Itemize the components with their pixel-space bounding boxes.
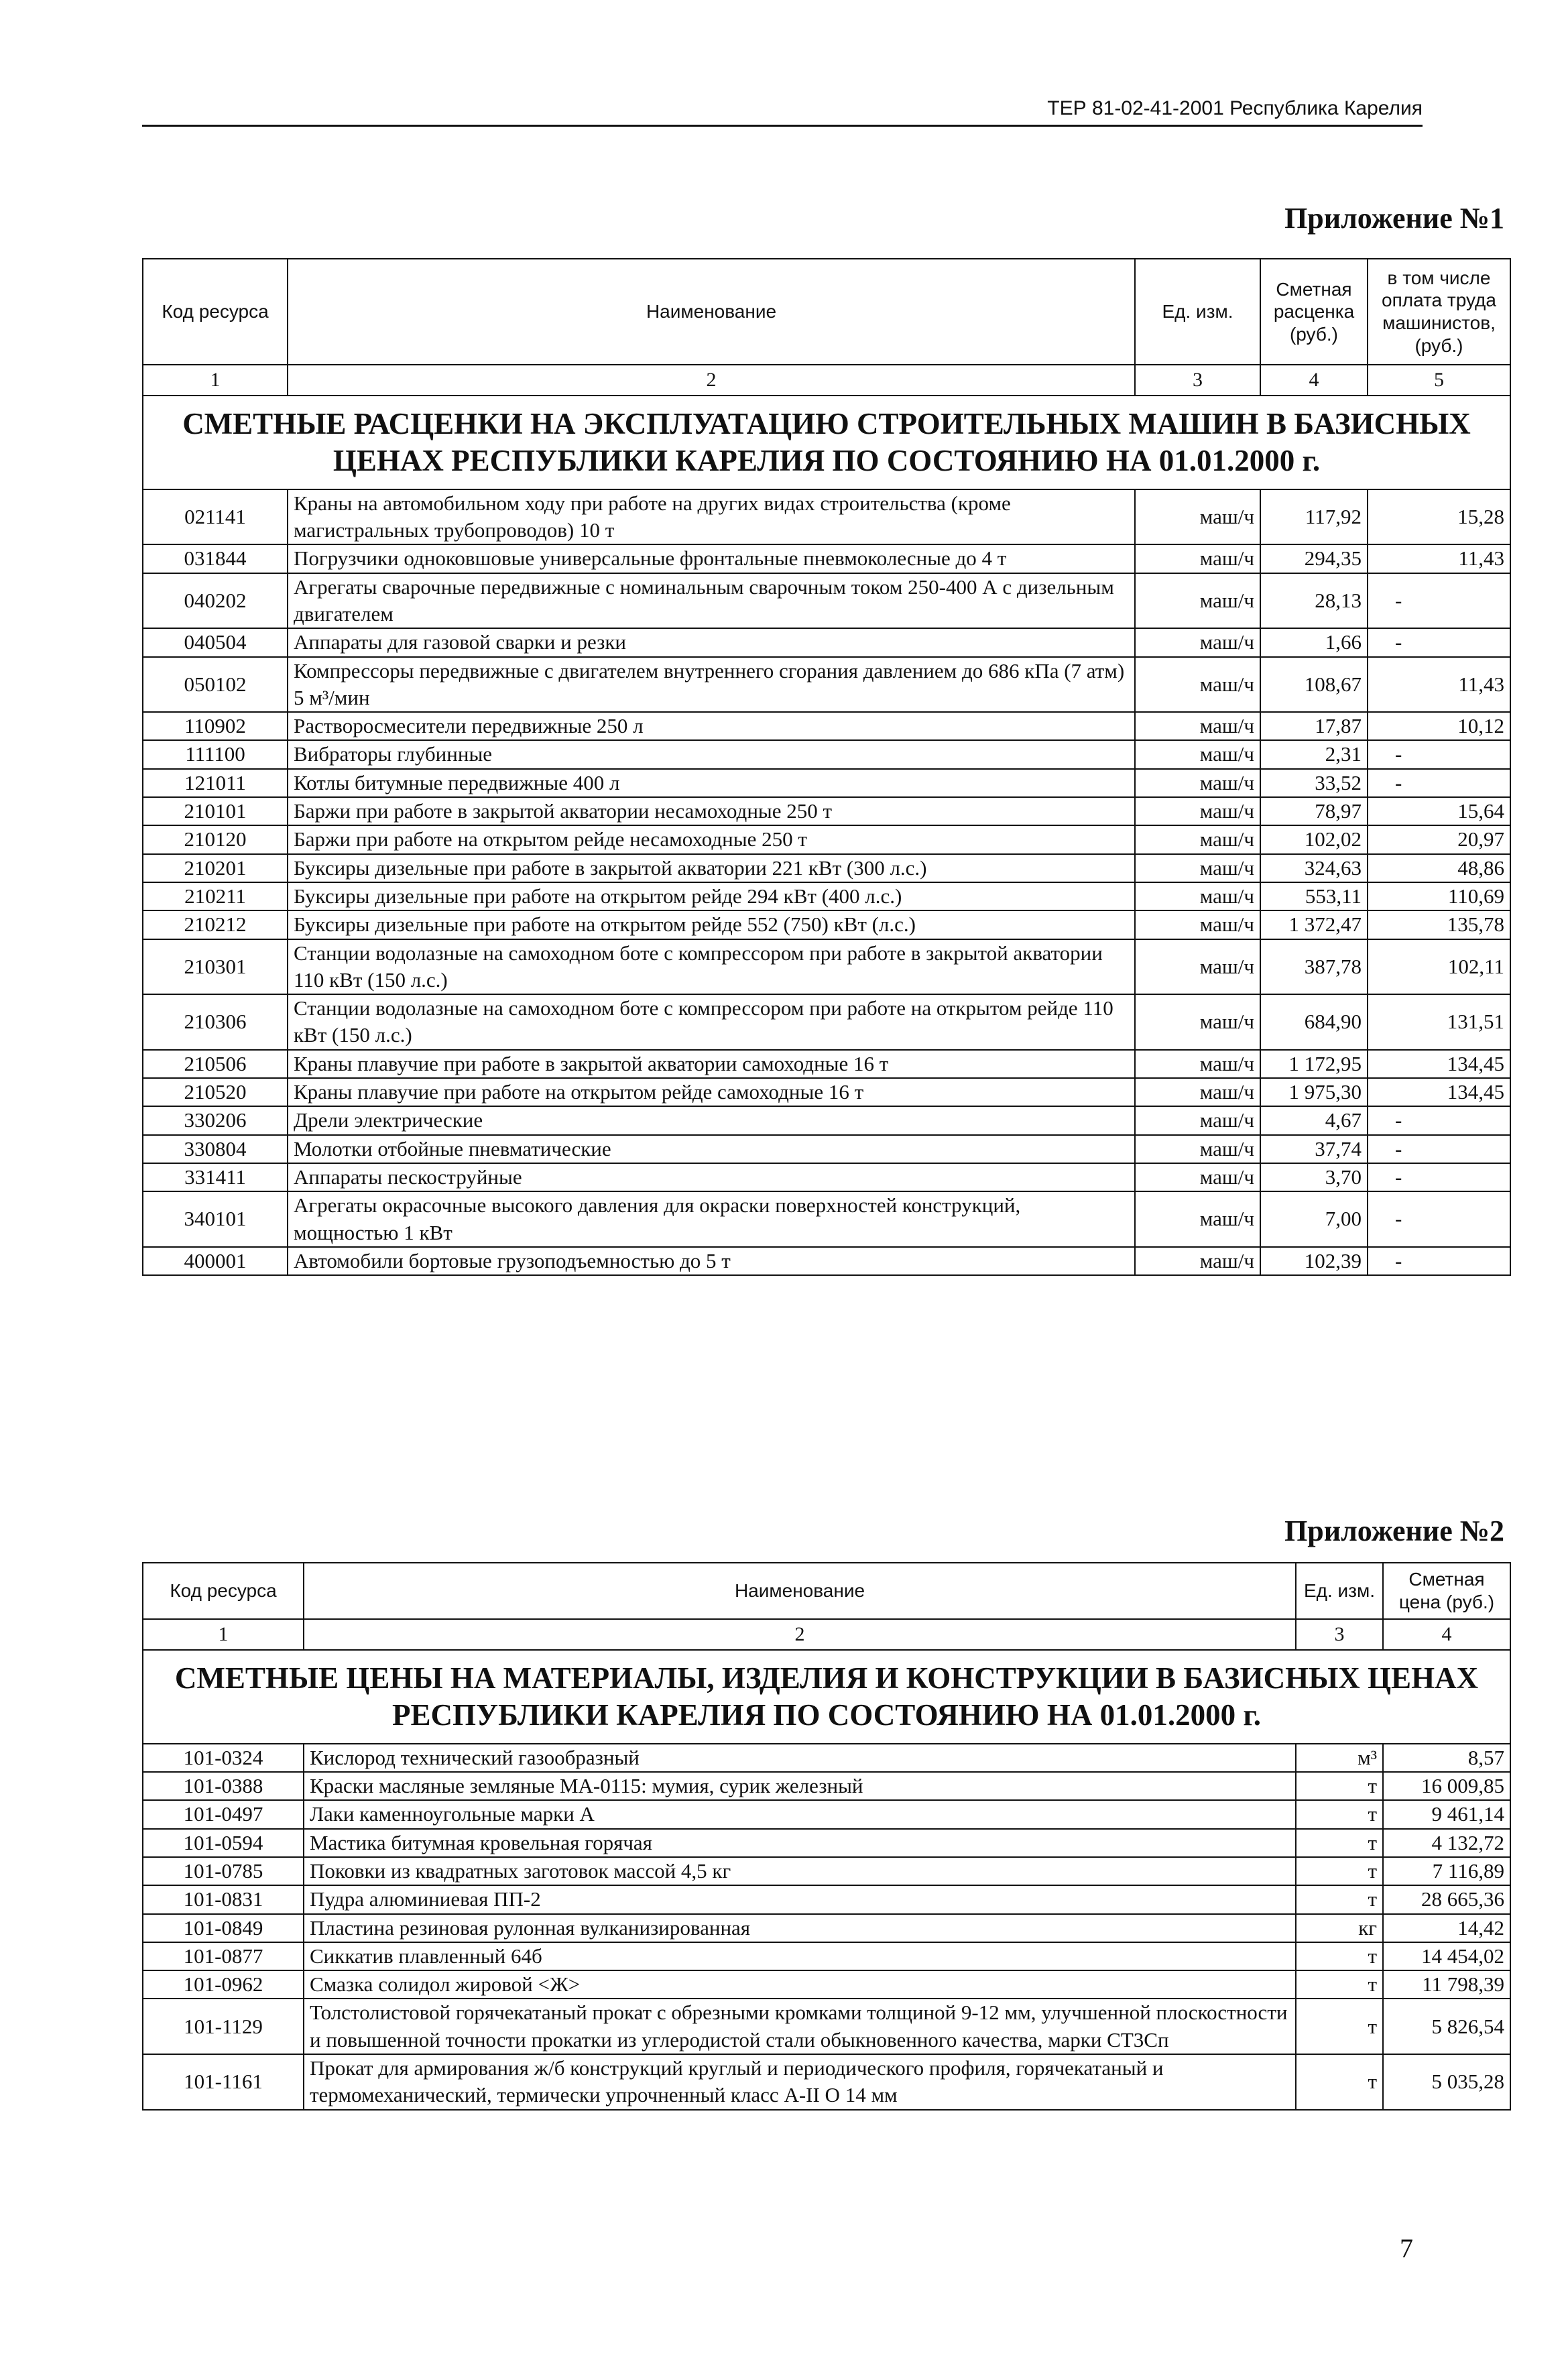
resource-code-cell: 210301 [143, 939, 288, 995]
resource-name-cell: Прокат для армирования ж/б конструкций круглый и периодического профиля, горячекатаный и термомеханический, термически упрочненный класс А-II О 14 мм [304, 2054, 1296, 2110]
resource-name-cell: Молотки отбойные пневматические [288, 1135, 1135, 1163]
resource-name-cell: Агрегаты окрасочные высокого давления для окраски поверхностей конструкций, мощностью 1 кВт [288, 1191, 1135, 1247]
price-cell: 9 461,14 [1383, 1800, 1510, 1828]
resource-code-cell: 210306 [143, 994, 288, 1050]
resource-code-cell: 210212 [143, 910, 288, 939]
price-cell: 102,39 [1260, 1247, 1368, 1275]
appendix-2-title: Приложение №2 [1284, 1514, 1504, 1547]
price-cell: 1 372,47 [1260, 910, 1368, 939]
table-row [143, 854, 1510, 882]
document-header: ТЕР 81-02-41-2001 Республика Карелия [1047, 97, 1423, 119]
resource-name-cell: Баржи при работе на открытом рейде несамоходные 250 т [288, 825, 1135, 853]
resource-name-cell: Лаки каменноугольные марки А [304, 1800, 1296, 1828]
labor-cost-cell: 110,69 [1368, 882, 1510, 910]
resource-code-cell: 101-0831 [143, 1885, 304, 1913]
page-number: 7 [1400, 2233, 1413, 2263]
resource-code-cell: 040504 [143, 628, 288, 656]
resource-code-cell: 210201 [143, 854, 288, 882]
unit-cell: маш/ч [1135, 1247, 1260, 1275]
appendix-1-rows [143, 489, 1510, 1275]
unit-cell: маш/ч [1135, 797, 1260, 825]
column-number: 2 [304, 1619, 1296, 1650]
price-cell: 108,67 [1260, 657, 1368, 713]
resource-code-cell: 330804 [143, 1135, 288, 1163]
resource-code-cell: 101-0388 [143, 1772, 304, 1800]
resource-name-cell: Аппараты пескоструйные [288, 1163, 1135, 1191]
table-row [143, 1163, 1510, 1191]
table-row [143, 1942, 1510, 1970]
resource-code-cell: 101-0962 [143, 1970, 304, 1999]
table-row [143, 489, 1510, 545]
table-row [143, 2054, 1510, 2110]
price-cell: 17,87 [1260, 712, 1368, 740]
resource-code-cell: 210120 [143, 825, 288, 853]
resource-code-cell: 340101 [143, 1191, 288, 1247]
price-cell: 324,63 [1260, 854, 1368, 882]
resource-code-cell: 031844 [143, 544, 288, 573]
price-cell: 5 035,28 [1383, 2054, 1510, 2110]
table-row [143, 712, 1510, 740]
unit-cell: маш/ч [1135, 740, 1260, 768]
unit-cell: т [1296, 1800, 1383, 1828]
unit-cell: т [1296, 1857, 1383, 1885]
unit-cell: маш/ч [1135, 854, 1260, 882]
resource-name-cell: Краны на автомобильном ходу при работе на других видах строительства (кроме магистральных трубопроводов) 10 т [288, 489, 1135, 545]
table-row [143, 1999, 1510, 2054]
resource-code-cell: 210520 [143, 1078, 288, 1106]
table-row [143, 1744, 1510, 1772]
column-header-code: Код ресурса [143, 259, 288, 365]
price-cell: 28,13 [1260, 573, 1368, 629]
resource-code-cell: 400001 [143, 1247, 288, 1275]
labor-cost-cell: 11,43 [1368, 544, 1510, 573]
labor-cost-cell: 20,97 [1368, 825, 1510, 853]
labor-cost-cell: - [1368, 769, 1510, 797]
resource-name-cell: Растворосмесители передвижные 250 л [288, 712, 1135, 740]
unit-cell: маш/ч [1135, 825, 1260, 853]
price-cell: 117,92 [1260, 489, 1368, 545]
unit-cell: маш/ч [1135, 1191, 1260, 1247]
table-row [143, 1050, 1510, 1078]
price-cell: 8,57 [1383, 1744, 1510, 1772]
table-row [143, 1829, 1510, 1857]
resource-name-cell: Аппараты для газовой сварки и резки [288, 628, 1135, 656]
unit-cell: маш/ч [1135, 1078, 1260, 1106]
price-cell: 5 826,54 [1383, 1999, 1510, 2054]
unit-cell: маш/ч [1135, 573, 1260, 629]
resource-code-cell: 101-1161 [143, 2054, 304, 2110]
resource-name-cell: Мастика битумная кровельная горячая [304, 1829, 1296, 1857]
unit-cell: маш/ч [1135, 544, 1260, 573]
price-cell: 78,97 [1260, 797, 1368, 825]
unit-cell: т [1296, 1942, 1383, 1970]
column-number: 3 [1296, 1619, 1383, 1650]
resource-name-cell: Станции водолазные на самоходном боте с компрессором при работе на открытом рейде 110 кВт (150 л.с.) [288, 994, 1135, 1050]
column-header-labor: в том числе оплата труда машинистов, (руб.) [1368, 259, 1510, 365]
table-row [143, 939, 1510, 995]
price-cell: 4,67 [1260, 1106, 1368, 1134]
section-title: СМЕТНЫЕ ЦЕНЫ НА МАТЕРИАЛЫ, ИЗДЕЛИЯ И КОНСТРУКЦИИ В БАЗИСНЫХ ЦЕНАХ РЕСПУБЛИКИ КАРЕЛИЯ ПО СОСТОЯНИЮ НА 01.01.2000 г. [143, 1650, 1510, 1744]
table-row [143, 1970, 1510, 1999]
price-cell: 14,42 [1383, 1914, 1510, 1942]
price-cell: 3,70 [1260, 1163, 1368, 1191]
price-cell: 387,78 [1260, 939, 1368, 995]
table-row [143, 657, 1510, 713]
table-row [143, 1135, 1510, 1163]
appendix-2-table [142, 1562, 1511, 2111]
resource-code-cell: 101-1129 [143, 1999, 304, 2054]
resource-name-cell: Краны плавучие при работе в закрытой акватории самоходные 16 т [288, 1050, 1135, 1078]
resource-code-cell: 101-0594 [143, 1829, 304, 1857]
resource-name-cell: Котлы битумные передвижные 400 л [288, 769, 1135, 797]
resource-code-cell: 101-0785 [143, 1857, 304, 1885]
column-number: 3 [1135, 365, 1260, 396]
price-cell: 14 454,02 [1383, 1942, 1510, 1970]
price-cell: 28 665,36 [1383, 1885, 1510, 1913]
resource-code-cell: 050102 [143, 657, 288, 713]
price-cell: 33,52 [1260, 769, 1368, 797]
unit-cell: кг [1296, 1914, 1383, 1942]
table-row [143, 1247, 1510, 1275]
unit-cell: маш/ч [1135, 1050, 1260, 1078]
unit-cell: м³ [1296, 1744, 1383, 1772]
labor-cost-cell: - [1368, 1163, 1510, 1191]
labor-cost-cell: 10,12 [1368, 712, 1510, 740]
column-header-price: Сметная расценка (руб.) [1260, 259, 1368, 365]
unit-cell: маш/ч [1135, 939, 1260, 995]
price-cell: 1 172,95 [1260, 1050, 1368, 1078]
resource-name-cell: Смазка солидол жировой <Ж> [304, 1970, 1296, 1999]
resource-code-cell: 210211 [143, 882, 288, 910]
price-cell: 7,00 [1260, 1191, 1368, 1247]
resource-name-cell: Краски масляные земляные МА-0115: мумия, сурик железный [304, 1772, 1296, 1800]
resource-name-cell: Кислород технический газообразный [304, 1744, 1296, 1772]
table-row [143, 1772, 1510, 1800]
resource-name-cell: Станции водолазные на самоходном боте с компрессором при работе в закрытой акватории 110 кВт (150 л.с.) [288, 939, 1135, 995]
labor-cost-cell: - [1368, 1191, 1510, 1247]
appendix-2-rows [143, 1744, 1510, 2110]
appendix-1-title: Приложение №1 [1284, 202, 1504, 235]
labor-cost-cell: - [1368, 628, 1510, 656]
resource-name-cell: Баржи при работе в закрытой акватории несамоходные 250 т [288, 797, 1135, 825]
resource-name-cell: Буксиры дизельные при работе на открытом рейде 552 (750) кВт (л.с.) [288, 910, 1135, 939]
price-cell: 11 798,39 [1383, 1970, 1510, 1999]
unit-cell: маш/ч [1135, 1135, 1260, 1163]
unit-cell: т [1296, 1970, 1383, 1999]
labor-cost-cell: - [1368, 740, 1510, 768]
column-number: 4 [1260, 365, 1368, 396]
resource-code-cell: 121011 [143, 769, 288, 797]
resource-name-cell: Агрегаты сварочные передвижные с номинальным сварочным током 250-400 А с дизельным двигателем [288, 573, 1135, 629]
labor-cost-cell: 134,45 [1368, 1078, 1510, 1106]
price-cell: 102,02 [1260, 825, 1368, 853]
resource-name-cell: Вибраторы глубинные [288, 740, 1135, 768]
table-row [143, 994, 1510, 1050]
resource-name-cell: Толстолистовой горячекатаный прокат с обрезными кромками толщиной 9-12 мм, улучшенной плоскостности и повышенной точности прокатки из углеродистой стали обыкновенного качества, марки СТ3Сп [304, 1999, 1296, 2054]
labor-cost-cell: 102,11 [1368, 939, 1510, 995]
column-number: 1 [143, 365, 288, 396]
unit-cell: маш/ч [1135, 712, 1260, 740]
resource-name-cell: Буксиры дизельные при работе на открытом рейде 294 кВт (400 л.с.) [288, 882, 1135, 910]
labor-cost-cell: 134,45 [1368, 1050, 1510, 1078]
labor-cost-cell: - [1368, 573, 1510, 629]
table-row [143, 1857, 1510, 1885]
unit-cell: т [1296, 1772, 1383, 1800]
table-row [143, 544, 1510, 573]
resource-name-cell: Автомобили бортовые грузоподъемностью до 5 т [288, 1247, 1135, 1275]
resource-code-cell: 101-0877 [143, 1942, 304, 1970]
appendix-1-table [142, 258, 1511, 1276]
table-row [143, 1885, 1510, 1913]
header-divider [142, 125, 1423, 127]
table-row [143, 882, 1510, 910]
price-cell: 16 009,85 [1383, 1772, 1510, 1800]
resource-code-cell: 110902 [143, 712, 288, 740]
resource-code-cell: 210506 [143, 1050, 288, 1078]
labor-cost-cell: 48,86 [1368, 854, 1510, 882]
unit-cell: маш/ч [1135, 910, 1260, 939]
unit-cell: т [1296, 1829, 1383, 1857]
column-number: 1 [143, 1619, 304, 1650]
unit-cell: маш/ч [1135, 489, 1260, 545]
unit-cell: маш/ч [1135, 1163, 1260, 1191]
table-row [143, 825, 1510, 853]
column-header-price: Сметная цена (руб.) [1383, 1563, 1510, 1619]
resource-name-cell: Сиккатив плавленный 64б [304, 1942, 1296, 1970]
column-number: 4 [1383, 1619, 1510, 1650]
price-cell: 294,35 [1260, 544, 1368, 573]
table-row [143, 769, 1510, 797]
price-cell: 4 132,72 [1383, 1829, 1510, 1857]
table-row [143, 1914, 1510, 1942]
resource-name-cell: Пластина резиновая рулонная вулканизированная [304, 1914, 1296, 1942]
labor-cost-cell: - [1368, 1247, 1510, 1275]
resource-code-cell: 040202 [143, 573, 288, 629]
section-title: СМЕТНЫЕ РАСЦЕНКИ НА ЭКСПЛУАТАЦИЮ СТРОИТЕЛЬНЫХ МАШИН В БАЗИСНЫХ ЦЕНАХ РЕСПУБЛИКИ КАРЕЛИЯ ПО СОСТОЯНИЮ НА 01.01.2000 г. [143, 396, 1510, 489]
column-header-code: Код ресурса [143, 1563, 304, 1619]
unit-cell: маш/ч [1135, 994, 1260, 1050]
resource-name-cell: Пудра алюминиевая ПП-2 [304, 1885, 1296, 1913]
unit-cell: маш/ч [1135, 882, 1260, 910]
resource-code-cell: 331411 [143, 1163, 288, 1191]
labor-cost-cell: - [1368, 1135, 1510, 1163]
resource-code-cell: 101-0849 [143, 1914, 304, 1942]
table-row [143, 573, 1510, 629]
column-header-unit: Ед. изм. [1135, 259, 1260, 365]
price-cell: 553,11 [1260, 882, 1368, 910]
resource-name-cell: Буксиры дизельные при работе в закрытой акватории 221 кВт (300 л.с.) [288, 854, 1135, 882]
table-row [143, 1191, 1510, 1247]
labor-cost-cell: 131,51 [1368, 994, 1510, 1050]
table-row [143, 797, 1510, 825]
resource-code-cell: 101-0324 [143, 1744, 304, 1772]
unit-cell: маш/ч [1135, 628, 1260, 656]
resource-name-cell: Компрессоры передвижные с двигателем внутреннего сгорания давлением до 686 кПа (7 атм) 5 м³/мин [288, 657, 1135, 713]
price-cell: 37,74 [1260, 1135, 1368, 1163]
table-row [143, 628, 1510, 656]
resource-name-cell: Дрели электрические [288, 1106, 1135, 1134]
column-header-name: Наименование [288, 259, 1135, 365]
resource-code-cell: 111100 [143, 740, 288, 768]
table-row [143, 1078, 1510, 1106]
price-cell: 684,90 [1260, 994, 1368, 1050]
labor-cost-cell: 15,64 [1368, 797, 1510, 825]
table-row [143, 1106, 1510, 1134]
column-number: 5 [1368, 365, 1510, 396]
table-row [143, 910, 1510, 939]
price-cell: 2,31 [1260, 740, 1368, 768]
table-row [143, 740, 1510, 768]
column-header-unit: Ед. изм. [1296, 1563, 1383, 1619]
price-cell: 1,66 [1260, 628, 1368, 656]
price-cell: 7 116,89 [1383, 1857, 1510, 1885]
labor-cost-cell: 15,28 [1368, 489, 1510, 545]
unit-cell: маш/ч [1135, 1106, 1260, 1134]
resource-name-cell: Погрузчики одноковшовые универсальные фронтальные пневмоколесные до 4 т [288, 544, 1135, 573]
resource-name-cell: Краны плавучие при работе на открытом рейде самоходные 16 т [288, 1078, 1135, 1106]
resource-name-cell: Поковки из квадратных заготовок массой 4,5 кг [304, 1857, 1296, 1885]
labor-cost-cell: - [1368, 1106, 1510, 1134]
resource-code-cell: 101-0497 [143, 1800, 304, 1828]
labor-cost-cell: 135,78 [1368, 910, 1510, 939]
table-row [143, 1800, 1510, 1828]
unit-cell: маш/ч [1135, 769, 1260, 797]
unit-cell: т [1296, 1885, 1383, 1913]
unit-cell: т [1296, 1999, 1383, 2054]
labor-cost-cell: 11,43 [1368, 657, 1510, 713]
resource-code-cell: 021141 [143, 489, 288, 545]
column-number: 2 [288, 365, 1135, 396]
resource-code-cell: 210101 [143, 797, 288, 825]
unit-cell: т [1296, 2054, 1383, 2110]
resource-code-cell: 330206 [143, 1106, 288, 1134]
price-cell: 1 975,30 [1260, 1078, 1368, 1106]
column-header-name: Наименование [304, 1563, 1296, 1619]
unit-cell: маш/ч [1135, 657, 1260, 713]
